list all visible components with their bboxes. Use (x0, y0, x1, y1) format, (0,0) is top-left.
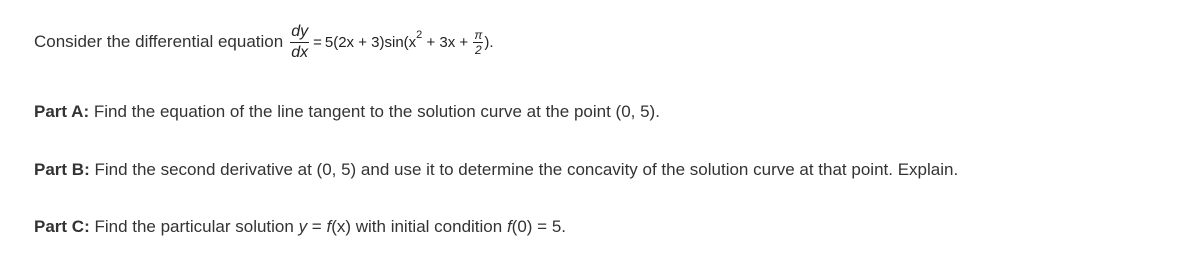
part-c-f0-rest: (0) = 5. (511, 217, 567, 236)
differential-equation (289, 24, 493, 61)
part-c (34, 217, 566, 237)
part-c-text-2: with initial condition (351, 217, 507, 236)
part-a (34, 102, 660, 122)
part-a-label: Part A: (34, 102, 90, 121)
intro-text: Consider the differential equation (34, 32, 284, 51)
part-c-text-1: Find the particular solution (89, 217, 299, 236)
exponent: 2 (416, 29, 423, 41)
pi-numerator: π (474, 27, 483, 42)
part-c-x: (x) (331, 217, 352, 236)
equals-sign: = (313, 33, 322, 51)
part-a-text: Find the equation of the line tangent to the solution curve at the point (0, 5). (89, 102, 660, 121)
part-c-f0: f (506, 217, 512, 236)
rhs-start: 5(2x + 3)sin(x (324, 33, 417, 51)
rhs-end: ). (484, 33, 494, 51)
part-c-eq: = (307, 217, 327, 236)
pi-over-two-fraction (473, 29, 483, 56)
two-denominator: 2 (475, 42, 482, 57)
part-b (34, 160, 958, 180)
dy-dx-fraction (290, 24, 309, 61)
part-b-label: Part B: (34, 160, 90, 179)
intro-line (34, 22, 494, 62)
part-c-y: y (298, 217, 308, 236)
part-c-f: f (326, 217, 332, 236)
rhs-middle: + 3x + (422, 33, 473, 51)
dy-numerator: dy (290, 24, 309, 43)
part-b-text: Find the second derivative at (0, 5) and use it to determine the concavity of the solution curve at that point. Explain. (89, 160, 959, 179)
part-c-label: Part C: (34, 217, 90, 236)
dx-denominator: dx (291, 43, 309, 61)
